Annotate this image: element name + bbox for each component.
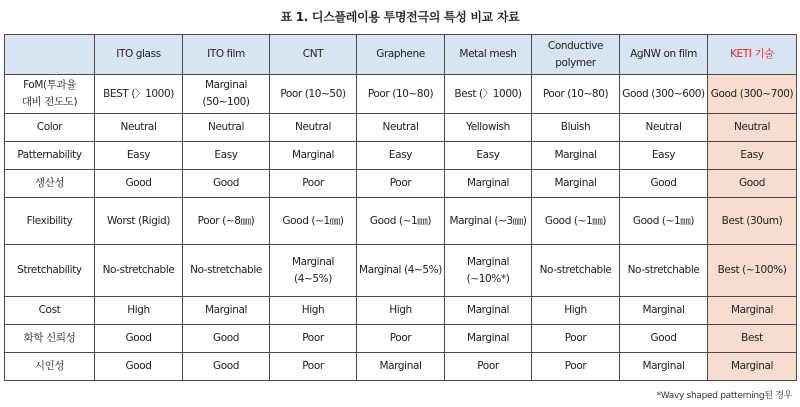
row-label: Color bbox=[5, 114, 95, 142]
header-row bbox=[5, 35, 797, 75]
table-cell: Poor bbox=[532, 325, 620, 353]
column-header: AgNW on film bbox=[620, 35, 708, 75]
table-cell: Marginal (∼3㎜) bbox=[445, 198, 532, 245]
table-cell-highlight: Marginal bbox=[708, 297, 797, 325]
table-cell: Easy bbox=[183, 142, 270, 170]
table-cell-highlight: Marginal bbox=[708, 353, 797, 381]
table-cell: Poor (10~50) bbox=[270, 75, 357, 114]
row-label: Stretchability bbox=[5, 245, 95, 297]
table-cell: Good (∼1㎜) bbox=[620, 198, 708, 245]
header-corner-cell bbox=[5, 35, 95, 75]
table-cell: Neutral bbox=[183, 114, 270, 142]
table-cell: Marginal bbox=[445, 325, 532, 353]
table-cell: Good bbox=[620, 170, 708, 198]
table-row bbox=[5, 170, 797, 198]
table-cell: Easy bbox=[445, 142, 532, 170]
table-cell: Marginal bbox=[532, 142, 620, 170]
column-header: Metal mesh bbox=[445, 35, 532, 75]
table-cell-highlight: Best (30um) bbox=[708, 198, 797, 245]
table-cell: Poor bbox=[357, 325, 445, 353]
table-row bbox=[5, 325, 797, 353]
table-cell: No-stretchable bbox=[95, 245, 183, 297]
table-cell: Poor (∼8㎜) bbox=[183, 198, 270, 245]
table-cell: Easy bbox=[95, 142, 183, 170]
table-cell: Good bbox=[183, 170, 270, 198]
table-cell: Marginal bbox=[620, 353, 708, 381]
table-cell: No-stretchable bbox=[620, 245, 708, 297]
table-cell: High bbox=[357, 297, 445, 325]
table-cell: High bbox=[532, 297, 620, 325]
table-cell: Marginal bbox=[183, 297, 270, 325]
table-row bbox=[5, 75, 797, 114]
row-label: Patternability bbox=[5, 142, 95, 170]
table-cell: Poor (10~80) bbox=[357, 75, 445, 114]
table-cell: Marginal bbox=[445, 297, 532, 325]
table-cell-highlight: Best bbox=[708, 325, 797, 353]
table-title: 표 1. 디스플레이용 투명전극의 특성 비교 자료 bbox=[280, 10, 520, 24]
table-row bbox=[5, 353, 797, 381]
table-cell-highlight: Easy bbox=[708, 142, 797, 170]
table-cell: High bbox=[270, 297, 357, 325]
table-cell: Easy bbox=[357, 142, 445, 170]
column-header: ITO glass bbox=[95, 35, 183, 75]
table-cell: Poor bbox=[532, 353, 620, 381]
table-row bbox=[5, 297, 797, 325]
table-cell-highlight: Good (300~700) bbox=[708, 75, 797, 114]
table-cell: No-stretchable bbox=[532, 245, 620, 297]
table-cell: Neutral bbox=[95, 114, 183, 142]
table-cell: Poor bbox=[270, 325, 357, 353]
row-label: FoM(투과율 대비 전도도) bbox=[5, 75, 95, 114]
table-cell: Marginal bbox=[357, 353, 445, 381]
table-cell: Good bbox=[95, 170, 183, 198]
table-cell: Poor bbox=[270, 170, 357, 198]
table-cell: Bluish bbox=[532, 114, 620, 142]
table-cell: Marginal bbox=[445, 170, 532, 198]
column-header: CNT bbox=[270, 35, 357, 75]
table-cell: Marginal (50~100) bbox=[183, 75, 270, 114]
row-label: 생산성 bbox=[5, 170, 95, 198]
table-cell: Easy bbox=[620, 142, 708, 170]
table-cell-highlight: Best (~100%) bbox=[708, 245, 797, 297]
table-cell: Marginal bbox=[270, 142, 357, 170]
table-cell: Neutral bbox=[270, 114, 357, 142]
table-cell: Worst (Rigid) bbox=[95, 198, 183, 245]
footnote: *Wavy shaped patterning된 경우 bbox=[656, 391, 792, 401]
table-cell: Poor bbox=[445, 353, 532, 381]
table-cell: Good (∼1㎜) bbox=[270, 198, 357, 245]
column-header: ITO film bbox=[183, 35, 270, 75]
column-header-highlight: KETI 기술 bbox=[708, 35, 797, 75]
table-cell: Good bbox=[95, 353, 183, 381]
table-row bbox=[5, 245, 797, 297]
table-cell: Good (∼1㎜) bbox=[532, 198, 620, 245]
table-cell: Neutral bbox=[620, 114, 708, 142]
table-cell: Marginal (4~5%) bbox=[270, 245, 357, 297]
table-cell: Marginal (4~5%) bbox=[357, 245, 445, 297]
table-cell: Poor bbox=[357, 170, 445, 198]
table-cell: Marginal (∼10%*) bbox=[445, 245, 532, 297]
column-header: Conductive polymer bbox=[532, 35, 620, 75]
table-cell: Yellowish bbox=[445, 114, 532, 142]
table-cell: Good bbox=[183, 325, 270, 353]
table-cell: Good bbox=[95, 325, 183, 353]
table-row bbox=[5, 198, 797, 245]
row-label: Flexibility bbox=[5, 198, 95, 245]
table-row bbox=[5, 114, 797, 142]
table-cell-highlight: Good bbox=[708, 170, 797, 198]
table-cell: Good bbox=[183, 353, 270, 381]
row-label: 시인성 bbox=[5, 353, 95, 381]
table-row bbox=[5, 142, 797, 170]
row-label: 화학 신뢰성 bbox=[5, 325, 95, 353]
table-cell: Best (〉1000) bbox=[445, 75, 532, 114]
table-cell-highlight: Neutral bbox=[708, 114, 797, 142]
table-cell: Marginal bbox=[620, 297, 708, 325]
table-cell: Marginal bbox=[532, 170, 620, 198]
comparison-table bbox=[4, 34, 797, 381]
column-header: Graphene bbox=[357, 35, 445, 75]
table-cell: Poor (10~80) bbox=[532, 75, 620, 114]
table-cell: Good (300~600) bbox=[620, 75, 708, 114]
table-cell: BEST (〉1000) bbox=[95, 75, 183, 114]
table-cell: High bbox=[95, 297, 183, 325]
table-cell: Poor bbox=[270, 353, 357, 381]
row-label: Cost bbox=[5, 297, 95, 325]
table-cell: No-stretchable bbox=[183, 245, 270, 297]
table-cell: Good bbox=[620, 325, 708, 353]
table-cell: Good (∼1㎜) bbox=[357, 198, 445, 245]
table-cell: Neutral bbox=[357, 114, 445, 142]
